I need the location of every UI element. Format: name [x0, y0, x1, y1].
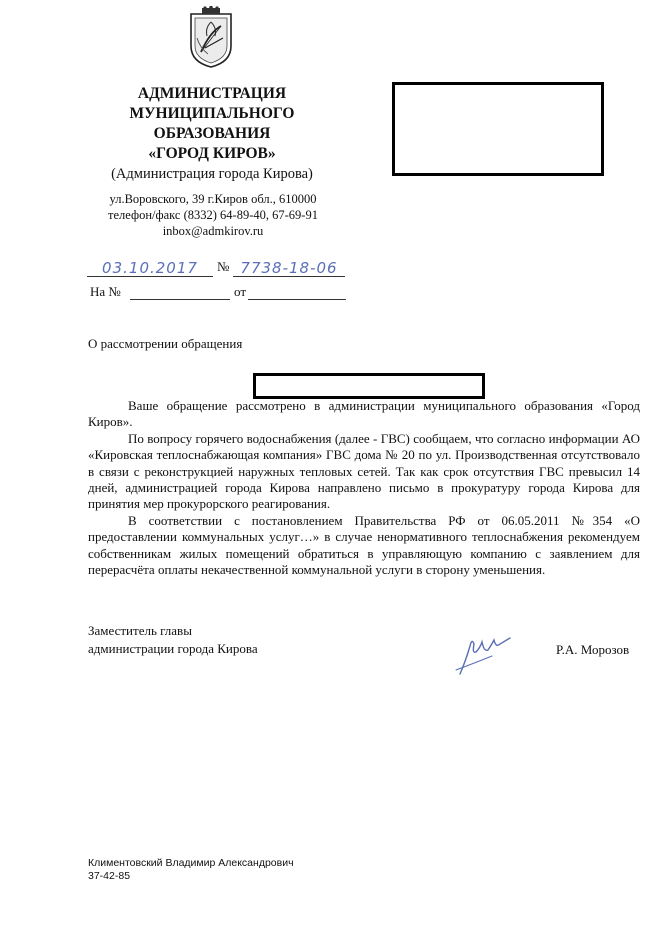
org-email: inbox@admkirov.ru	[162, 224, 264, 238]
letter-subject: О рассмотрении обращения	[88, 336, 243, 351]
org-phone: телефон/факс (8332) 64-89-40, 67-69-91	[108, 208, 318, 222]
reply-label: На №	[90, 284, 121, 299]
reply-number-blank	[130, 283, 230, 300]
registration-number: 7738-18-06	[240, 259, 338, 277]
coat-of-arms-emblem	[188, 6, 234, 68]
handwritten-signature	[452, 630, 516, 678]
body-paragraph-3: В соответствии с постановлением Правительства РФ от 06.05.2011 №354 «О предоставлении коммунальных услуг…» в случае ненормативного теплоснабжения рекомендуем собственникам жилых помещений обратиться в управляющую компанию с заявлением для перерасчёта оплаты некачественной коммунальной услуги в сторону уменьшения.	[88, 512, 640, 578]
redacted-addressee-box	[253, 373, 485, 399]
org-name-line-4: «ГОРОД КИРОВ»	[148, 145, 276, 162]
executor-name: Климентовский Владимир Александрович	[88, 857, 294, 869]
org-name-line-1: АДМИНИСТРАЦИЯ	[137, 85, 287, 102]
reply-from-label: от	[234, 284, 247, 299]
letter-body	[88, 398, 640, 578]
reply-date-blank	[248, 283, 346, 300]
body-paragraph-1: Ваше обращение рассмотрено в администрации муниципального образования «Город Киров».	[88, 398, 640, 430]
org-name-line-3: ОБРАЗОВАНИЯ	[153, 125, 271, 142]
body-paragraph-2: По вопросу горячего водоснабжения (далее - ГВС) сообщаем, что согласно информации АО «Кировская теплоснабжающая компания» ГВС дома № 20 по ул. Производственная отсутствовало в связи с реконструкцией наружных тепловых сетей. Так как срок отсутствия ГВС превысил 14 дней, администрацией города Кирова направлено письмо в прокуратуру города Кирова для принятия мер прокурорского реагирования.	[88, 430, 640, 512]
registration-number-sign: №	[217, 259, 230, 274]
org-name-line-2: МУНИЦИПАЛЬНОГО	[129, 105, 295, 122]
signatory-position-line-2: администрации города Кирова	[88, 641, 258, 656]
redacted-recipient-box	[392, 82, 604, 176]
registration-date-field	[87, 259, 213, 277]
org-short-name: (Администрация города Кирова)	[111, 166, 313, 182]
registration-number-field	[233, 259, 345, 277]
org-address: ул.Воровского, 39 г.Киров обл., 610000	[109, 192, 317, 206]
signatory-position-line-1: Заместитель главы	[88, 623, 192, 638]
executor-phone: 37-42-85	[88, 870, 131, 882]
registration-date: 03.10.2017	[102, 259, 198, 277]
signatory-name: Р.А. Морозов	[556, 642, 630, 657]
